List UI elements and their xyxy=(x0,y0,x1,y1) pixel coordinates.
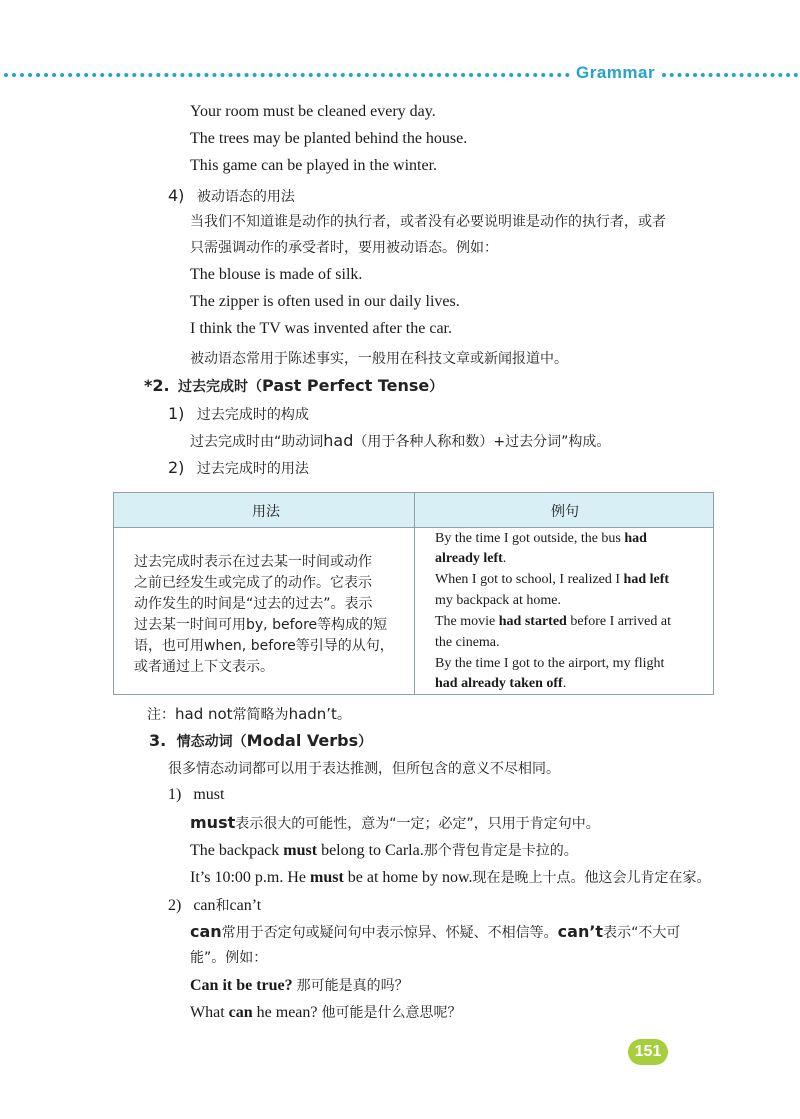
subsection-heading-must xyxy=(168,786,224,804)
example-text: the cinema. xyxy=(435,635,500,650)
example-bold: already left xyxy=(435,551,503,566)
example-text: belong to Carla. xyxy=(317,842,424,859)
example-translation: 现在是晚上十点。他这会儿肯定在家。 xyxy=(472,870,711,886)
example-text: It’s 10:00 p.m. He xyxy=(190,869,310,886)
header-dotted-line-left xyxy=(4,73,570,77)
section-title: Grammar xyxy=(576,63,656,82)
usage-en: by, before xyxy=(246,617,318,633)
usage-line xyxy=(134,614,387,634)
usage-line xyxy=(134,635,394,655)
subsection-heading xyxy=(168,404,309,424)
item-number: 2) xyxy=(168,458,185,477)
heading-zh: 过去完成时（ xyxy=(178,379,263,395)
example-translation: 他可能是什么意思呢？ xyxy=(321,1005,462,1021)
description-line: 当我们不知道谁是动作的执行者，或者没有必要说明谁是动作的执行者，或者 xyxy=(190,214,666,230)
usage-post: 等引导的从句， xyxy=(295,638,394,654)
example-text: be at home by now. xyxy=(343,869,473,886)
item-title-cant: can’t xyxy=(229,897,262,914)
item-number: 2) xyxy=(168,897,182,914)
item-title: must xyxy=(193,786,225,803)
section-heading-past-perfect xyxy=(144,376,443,396)
example-sentence xyxy=(190,840,578,860)
section-heading-modal-verbs xyxy=(149,731,372,751)
example-line xyxy=(435,531,647,547)
usage-line: 或者通过上下文表示。 xyxy=(134,659,274,675)
example-text: When I got to school, I realized I xyxy=(435,572,624,587)
section-number: *2. xyxy=(144,376,170,395)
description-line: 只需强调动作的承受者时，要用被动语态。例如： xyxy=(190,240,498,256)
note-en: hadn’t xyxy=(288,705,337,723)
example-bold: it be true? xyxy=(218,977,293,994)
formation-line xyxy=(190,431,610,451)
example-text: By the time I got outside, the bus xyxy=(435,531,625,546)
example-text: The backpack xyxy=(190,842,284,859)
note-label: 注： xyxy=(147,707,175,723)
example-sentence: This game can be played in the winter. xyxy=(190,157,438,174)
contraction-note xyxy=(147,704,351,724)
example-bold: must xyxy=(283,842,318,859)
subsection-heading xyxy=(168,458,309,478)
description-line xyxy=(190,813,600,833)
example-line xyxy=(435,614,671,630)
example-sentence: Your room must be cleaned every day. xyxy=(190,103,436,120)
example-sentence xyxy=(190,867,711,887)
item-title: 被动语态的用法 xyxy=(196,189,295,205)
keyword: can’t xyxy=(557,922,604,941)
example-bold: had started xyxy=(498,614,567,629)
formation-post: （用于各种人称和数）+过去分词”构成。 xyxy=(353,434,611,450)
note-mid: 常简略为 xyxy=(232,707,289,723)
example-line xyxy=(435,572,669,588)
description-line xyxy=(190,922,680,942)
example-line xyxy=(435,593,561,609)
usage-line: 之前已经发生或完成了的动作。它表示 xyxy=(134,575,372,591)
item-number: 1) xyxy=(168,786,182,803)
example-line xyxy=(435,676,566,692)
usage-post: 等构成的短 xyxy=(317,617,388,633)
example-text: my backpack at home. xyxy=(435,593,561,608)
header-dotted-line-right xyxy=(662,73,798,77)
heading-en: Modal Verbs xyxy=(246,731,359,750)
usage-pre: 过去某一时间可用 xyxy=(134,617,246,633)
example-text: . xyxy=(562,676,567,691)
usage-line: 过去完成时表示在过去某一时间或动作 xyxy=(134,554,372,570)
keyword: can xyxy=(190,922,222,941)
example-translation: 那可能是真的吗？ xyxy=(296,978,409,994)
example-translation: 那个背包肯定是卡拉的。 xyxy=(423,843,578,859)
item-number: 4) xyxy=(168,186,185,205)
example-sentence: The trees may be planted behind the house. xyxy=(190,130,468,147)
item-title: 过去完成时的构成 xyxy=(196,407,309,423)
item-title-mid: 和 xyxy=(215,898,230,914)
note-en: had not xyxy=(175,705,233,723)
description-line: 能”。例如： xyxy=(190,950,268,966)
subsection-heading xyxy=(168,186,295,206)
intro-line: 很多情态动词都可以用于表达推测，但所包含的意义不尽相同。 xyxy=(168,761,560,777)
usage-table xyxy=(113,492,714,695)
example-bold: must xyxy=(310,869,344,886)
heading-zh: 情态动词（ xyxy=(176,734,247,750)
item-title-can: can xyxy=(193,897,216,914)
heading-close: ） xyxy=(358,734,373,750)
subsection-heading-can xyxy=(168,895,261,915)
table-header-example: 例句 xyxy=(551,504,579,520)
note-end: 。 xyxy=(336,707,351,723)
item-title: 过去完成时的用法 xyxy=(196,461,309,477)
table-header-usage: 用法 xyxy=(252,504,280,520)
example-text: The movie xyxy=(435,614,499,629)
usage-en: when, before xyxy=(204,638,296,654)
example-bold: had already taken off xyxy=(435,676,563,691)
page-number-badge: 151 xyxy=(628,1039,668,1065)
example-text: . xyxy=(502,551,507,566)
formation-aux: had xyxy=(323,431,354,450)
example-bold: can xyxy=(228,1004,253,1021)
formation-pre: 过去完成时由“助动词 xyxy=(190,434,324,450)
heading-en: Past Perfect Tense xyxy=(262,376,430,395)
heading-close: ） xyxy=(429,379,444,395)
description-text: 表示很大的可能性，意为“一定；必定”，只用于肯定句中。 xyxy=(235,816,600,832)
item-number: 1) xyxy=(168,404,185,423)
example-line xyxy=(435,635,500,651)
example-sentence: The zipper is often used in our daily lives. xyxy=(190,293,460,310)
example-sentence: I think the TV was invented after the car. xyxy=(190,320,452,337)
section-number: 3. xyxy=(149,731,167,750)
example-line xyxy=(435,656,664,672)
example-bold: had xyxy=(624,531,647,546)
example-text: he mean? xyxy=(252,1004,318,1021)
usage-line: 动作发生的时间是“过去的过去”。表示 xyxy=(134,596,373,612)
example-line xyxy=(435,551,506,567)
example-sentence xyxy=(190,1002,462,1022)
table-column-divider xyxy=(414,493,415,694)
example-sentence: The blouse is made of silk. xyxy=(190,266,363,283)
keyword: must xyxy=(190,813,236,832)
example-text: before I arrived at xyxy=(566,614,671,629)
usage-pre: 语，也可用 xyxy=(134,638,204,654)
description-text: 表示“不大可 xyxy=(603,925,681,941)
description-text: 常用于否定句或疑问句中表示惊异、怀疑、不相信等。 xyxy=(221,925,558,941)
example-bold: Can xyxy=(190,977,219,994)
example-sentence xyxy=(190,975,409,995)
example-text: By the time I got to the airport, my flight xyxy=(435,656,665,671)
example-text: What xyxy=(190,1004,229,1021)
note-line: 被动语态常用于陈述事实，一般用在科技文章或新闻报道中。 xyxy=(190,351,568,367)
example-bold: had left xyxy=(623,572,670,587)
